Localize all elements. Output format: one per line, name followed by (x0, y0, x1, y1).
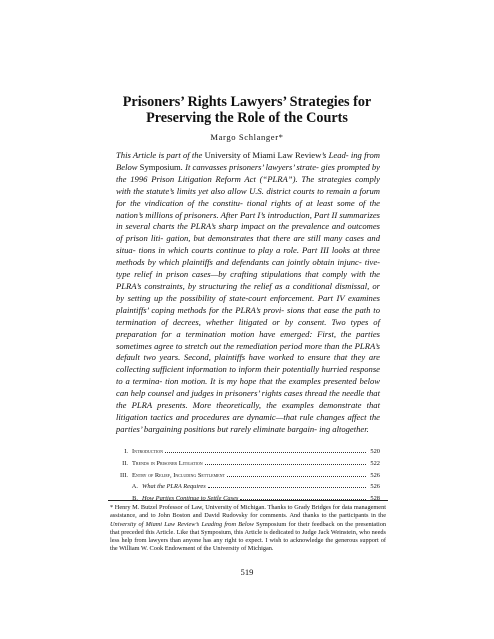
abstract-symposium: Symposium (139, 161, 181, 172)
toc-title: Trends in Prisoner Litigation (132, 459, 203, 467)
toc-number: A. (131, 483, 138, 491)
article-title-line-1: Prisoners’ Rights Lawyers’ Strategies for (122, 94, 372, 110)
toc-page: 526 (370, 471, 380, 479)
toc-title: Entry of Relief, Including Settlement (132, 471, 225, 479)
toc-title: How Parties Continue to Settle Cases (142, 495, 239, 503)
toc-leader-dots (208, 481, 366, 488)
footnote-symposium-name: University of Miami Law Review’s Leading from Below (110, 520, 254, 528)
article-title-line-2: Preserving the Role of the Courts (146, 110, 348, 126)
page-number: 519 (240, 567, 254, 577)
toc-subentry (116, 481, 380, 493)
toc-number: I. (124, 448, 128, 455)
abstract-journal-name: University of Miami Law Review (204, 150, 322, 160)
abstract-part-3: ’s Lead- ing from Below (116, 150, 380, 172)
toc-page: 522 (370, 459, 380, 467)
toc-entry (116, 446, 380, 458)
footnote (110, 504, 386, 554)
toc-number: II. (122, 459, 128, 467)
toc-page: 520 (370, 448, 380, 455)
toc-entry (116, 458, 380, 470)
abstract-part-1: This Article is part of the (116, 150, 205, 160)
toc-page: 526 (370, 483, 380, 491)
toc-title: What the PLRA Requires (142, 483, 206, 491)
footnote-part-3: Symposium for their feedback on the presentation that preceded this Article. Like that Symposium, this Article is dedicated to Judge Jack Weinstein, who needs less help from lawyers than anyone has any right to expect. I wish to acknowledge the generous support of the William W. Cook Endowment of the University of Michigan. (110, 520, 386, 553)
toc-number: B. (132, 495, 138, 503)
abstract-part-5: . It canvasses prisoners’ lawyers’ strate- gies prompted by the 1996 Prison Litigation Reform Act (“PLRA”). The strategies comply with the statute’s limits yet also allow U.S. district courts to remain a forum for the vindication of the constitu- tional rights of at least some of the nation’s millions of prisoners. After Part I’s introduction, Part II summarizes in several charts the PLRA’s sharp impact on the prevalence and outcomes of prison liti- gation, but demonstrates that there are still many cases and situa- tions in which courts continue to play a role. Part III looks at three methods by which plaintiffs and defendants can jointly obtain injunc- tive-type relief in prison cases—by crafting stipulations that comply with the PLRA’s constraints, by structuring the relief as a conditional dismissal, or by setting up the possibility of state-court enforcement. Part IV examines plaintiffs’ coping methods for the PLRA’s provi- sions that ease the path to termination of decrees, whether litigated or by consent. Two types of preparation for a termination motion have emerged: First, the parties sometimes agree to stretch out the remediation period more than the PLRA’s default two years. Second, plaintiffs have worked to ensure that they are collecting sufficient information to inform their potentially hurried response to a termina- tion motion. It is my hope that the examples presented below can help counsel and judges in prisoners’ rights cases thread the needle that the PLRA presents. More theoretically, the examples demonstrate that litigation tactics and procedures are dynamic—that rule changes affect the parties’ bargaining positions but rarely eliminate bargain- ing altogether. (116, 161, 380, 434)
table-of-contents (116, 446, 380, 505)
toc-leader-dots (165, 446, 366, 453)
toc-leader-dots (205, 458, 366, 465)
footnote-part-1: * Henry M. Butzel Professor of Law, University of Michigan. Thanks to Grady Bridges for data management assistance, and to John Boston and David Rudovsky for comments. And thanks to the participants in the (110, 504, 386, 520)
article-title (60, 94, 434, 126)
author-name: Margo Schlanger* (210, 132, 284, 142)
abstract (116, 150, 380, 436)
toc-page: 528 (370, 495, 380, 503)
footnote-rule (108, 500, 388, 501)
toc-leader-dots (227, 470, 366, 477)
toc-number: III. (120, 471, 128, 479)
toc-entry (116, 470, 380, 482)
toc-title: Introduction (132, 448, 164, 455)
